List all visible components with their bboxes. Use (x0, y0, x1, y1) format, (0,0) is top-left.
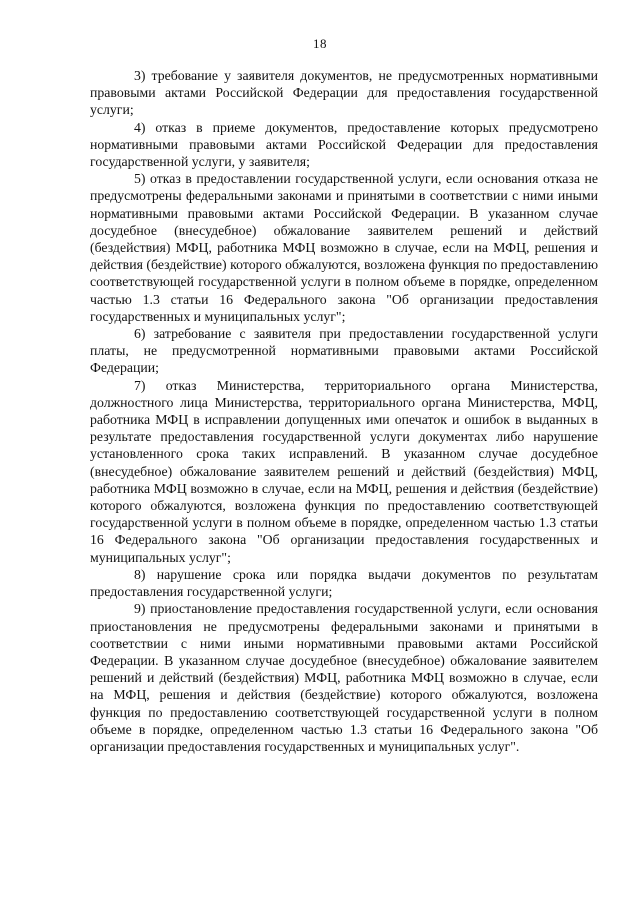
paragraph-item-4: 4) отказ в приеме документов, предоставление которых предусмотрено нормативными правовыми актами Российской Федерации для предоставления государственной услуги, у заявителя; (90, 119, 598, 170)
paragraph-item-9: 9) приостановление предоставления государственной услуги, если основания приостановления не предусмотрены федеральными законами и принятыми в соответствии с ними иными нормативными правовыми актами Российской Федерации. В указанном случае досудебное (внесудебное) обжалование заявителем решений и действий (бездействия) МФЦ, работника МФЦ возможно в случае, если на МФЦ, решения и действия (бездействие) которого обжалуются, возложена функция по предоставлению соответствующей государственной услуги в полном объеме в порядке, определенном частью 1.3 статьи 16 Федерального закона "Об организации предоставления государственных и муниципальных услуг". (90, 601, 598, 754)
page-number: 18 (313, 36, 327, 51)
paragraph-item-7: 7) отказ Министерства, территориального органа Министерства, должностного лица Министерства, территориального органа Министерства, МФЦ, работника МФЦ в исправлении допущенных ими опечаток и ошибок в выданных в результате предоставления государственной услуги документах либо нарушение установленного срока таких исправлений. В указанном случае досудебное (внесудебное) обжалование заявителем решений и действий (бездействия) МФЦ, работника МФЦ возможно в случае, если на МФЦ, решения и действия (бездействие) которого обжалуются, возложена функция по предоставлению соответствующей государственной услуги в полном объеме в порядке, определенном частью 1.3 статьи 16 Федерального закона "Об организации предоставления государственных и муниципальных услуг"; (90, 377, 598, 565)
paragraph-item-5: 5) отказ в предоставлении государственной услуги, если основания отказа не предусмотрены федеральными законами и принятыми в соответствии с ними иными нормативными правовыми актами Российской Федерации. В указанном случае досудебное (внесудебное) обжалование заявителем решений и действий (бездействия) МФЦ, работника МФЦ возможно в случае, если на МФЦ, решения и действия (бездействие) которого обжалуются, возложена функция по предоставлению соответствующей государственной услуги в полном объеме в порядке, определенном частью 1.3 статьи 16 Федерального закона "Об организации предоставления государственных и муниципальных услуг"; (90, 171, 598, 324)
paragraph-item-8: 8) нарушение срока или порядка выдачи документов по результатам предоставления государственной услуги; (90, 566, 598, 600)
paragraph-item-6: 6) затребование с заявителя при предоставлении государственной услуги платы, не предусмотренной нормативными правовыми актами Российской Федерации; (90, 326, 598, 376)
document-body (90, 67, 598, 755)
paragraph-item-3: 3) требование у заявителя документов, не предусмотренных нормативными правовыми актами Российской Федерации для предоставления государственной услуги; (90, 68, 598, 118)
